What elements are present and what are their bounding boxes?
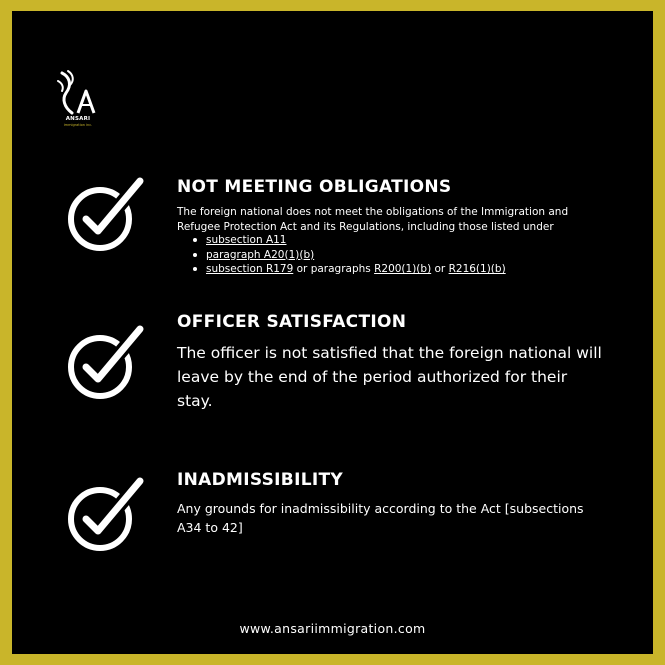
section-title-inadmissibility: INADMISSIBILITY	[177, 470, 343, 490]
website-url[interactable]: www.ansariimmigration.com	[239, 621, 426, 636]
bullet-connector: or paragraphs	[293, 263, 375, 275]
section-text-officer: The officer is not satisfied that the foreign national will leave by the end of the period authorized for their stay.	[177, 344, 602, 410]
checkmark-circle-icon	[64, 475, 144, 555]
checkmark-circle-icon	[64, 323, 144, 403]
link-subsection-r179[interactable]: subsection R179	[206, 263, 294, 275]
list-item	[190, 248, 590, 263]
checkmark-1	[64, 175, 144, 255]
logo-icon	[52, 69, 104, 117]
list-item	[190, 233, 590, 248]
link-r200[interactable]: R200(1)(b)	[374, 263, 432, 275]
link-r216[interactable]: R216(1)(b)	[448, 263, 506, 275]
logo-subtitle: immigration inc.	[63, 123, 93, 127]
section-text-obligations: The foreign national does not meet the obligations of the Immigration and Refugee Protection Act and its Regulations, including those listed under	[177, 206, 569, 233]
section-title-officer: OFFICER SATISFACTION	[177, 312, 407, 332]
logo-name: ANSARI	[65, 116, 91, 122]
link-subsection-a11[interactable]: subsection A11	[206, 234, 287, 246]
list-item	[190, 262, 590, 277]
checkmark-2	[64, 323, 144, 403]
content-panel	[12, 11, 653, 654]
checkmark-3	[64, 475, 144, 555]
bullet-connector: or	[431, 263, 449, 275]
section-title-obligations: NOT MEETING OBLIGATIONS	[177, 177, 452, 197]
obligations-list	[190, 233, 590, 277]
section-text-inadmissibility: Any grounds for inadmissibility according to the Act [subsections A34 to 42]	[177, 501, 584, 535]
brand-logo	[52, 69, 104, 131]
checkmark-circle-icon	[64, 175, 144, 255]
link-paragraph-a20[interactable]: paragraph A20(1)(b)	[206, 248, 315, 261]
